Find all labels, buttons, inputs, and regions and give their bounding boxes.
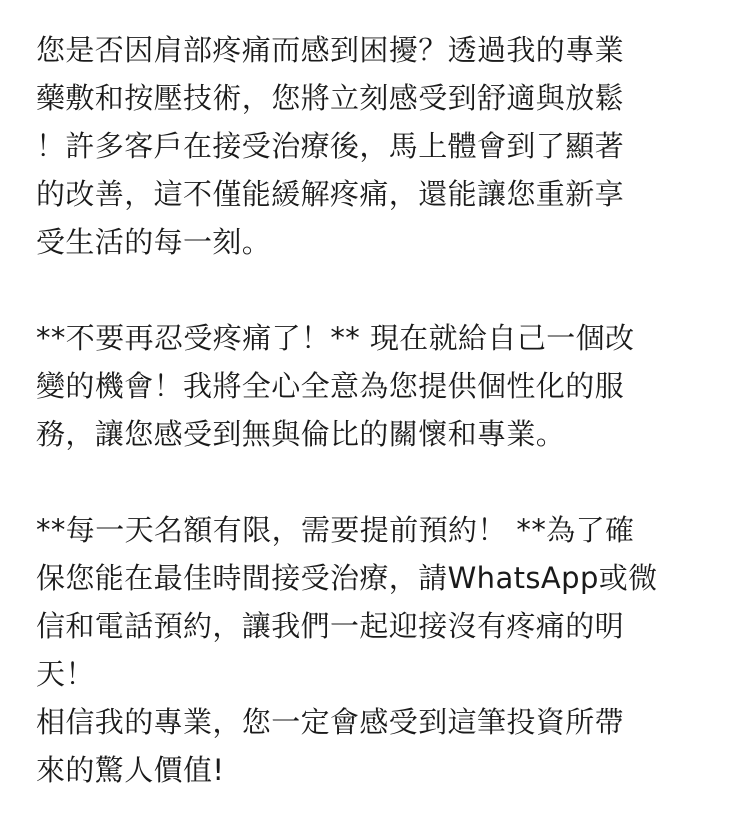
- text-line: 保您能在最佳時間接受治療，請WhatsApp或微: [36, 561, 658, 595]
- post-text-body: [36, 26, 716, 794]
- text-line: 受生活的每一刻。: [36, 225, 272, 259]
- text-line: **不要再忍受疼痛了！** 現在就給自己一個改: [36, 321, 635, 355]
- text-line: 的改善，這不僅能緩解疼痛，還能讓您重新享: [36, 177, 625, 211]
- text-line: 藥敷和按壓技術，您將立刻感受到舒適與放鬆: [36, 81, 625, 115]
- text-line: 天！: [36, 657, 95, 691]
- text-line: 您是否因肩部疼痛而感到困擾？透過我的專業: [36, 33, 625, 67]
- text-line: 務，讓您感受到無與倫比的關懷和專業。: [36, 417, 566, 451]
- text-line: 信和電話預約，讓我們一起迎接沒有疼痛的明: [36, 609, 625, 643]
- paragraph-spacer: [36, 266, 716, 314]
- paragraph-booking: [36, 506, 716, 794]
- text-line: 來的驚人價值!: [36, 753, 225, 787]
- text-line: 變的機會！我將全心全意為您提供個性化的服: [36, 369, 625, 403]
- paragraph-spacer: [36, 458, 716, 506]
- text-line: ！許多客戶在接受治療後，馬上體會到了顯著: [36, 129, 625, 163]
- paragraph-call-to-action: [36, 314, 716, 458]
- paragraph-intro: [36, 26, 716, 266]
- text-line: 相信我的專業，您一定會感受到這筆投資所帶: [36, 705, 625, 739]
- text-line: **每一天名額有限，需要提前預約！ **為了確: [36, 513, 635, 547]
